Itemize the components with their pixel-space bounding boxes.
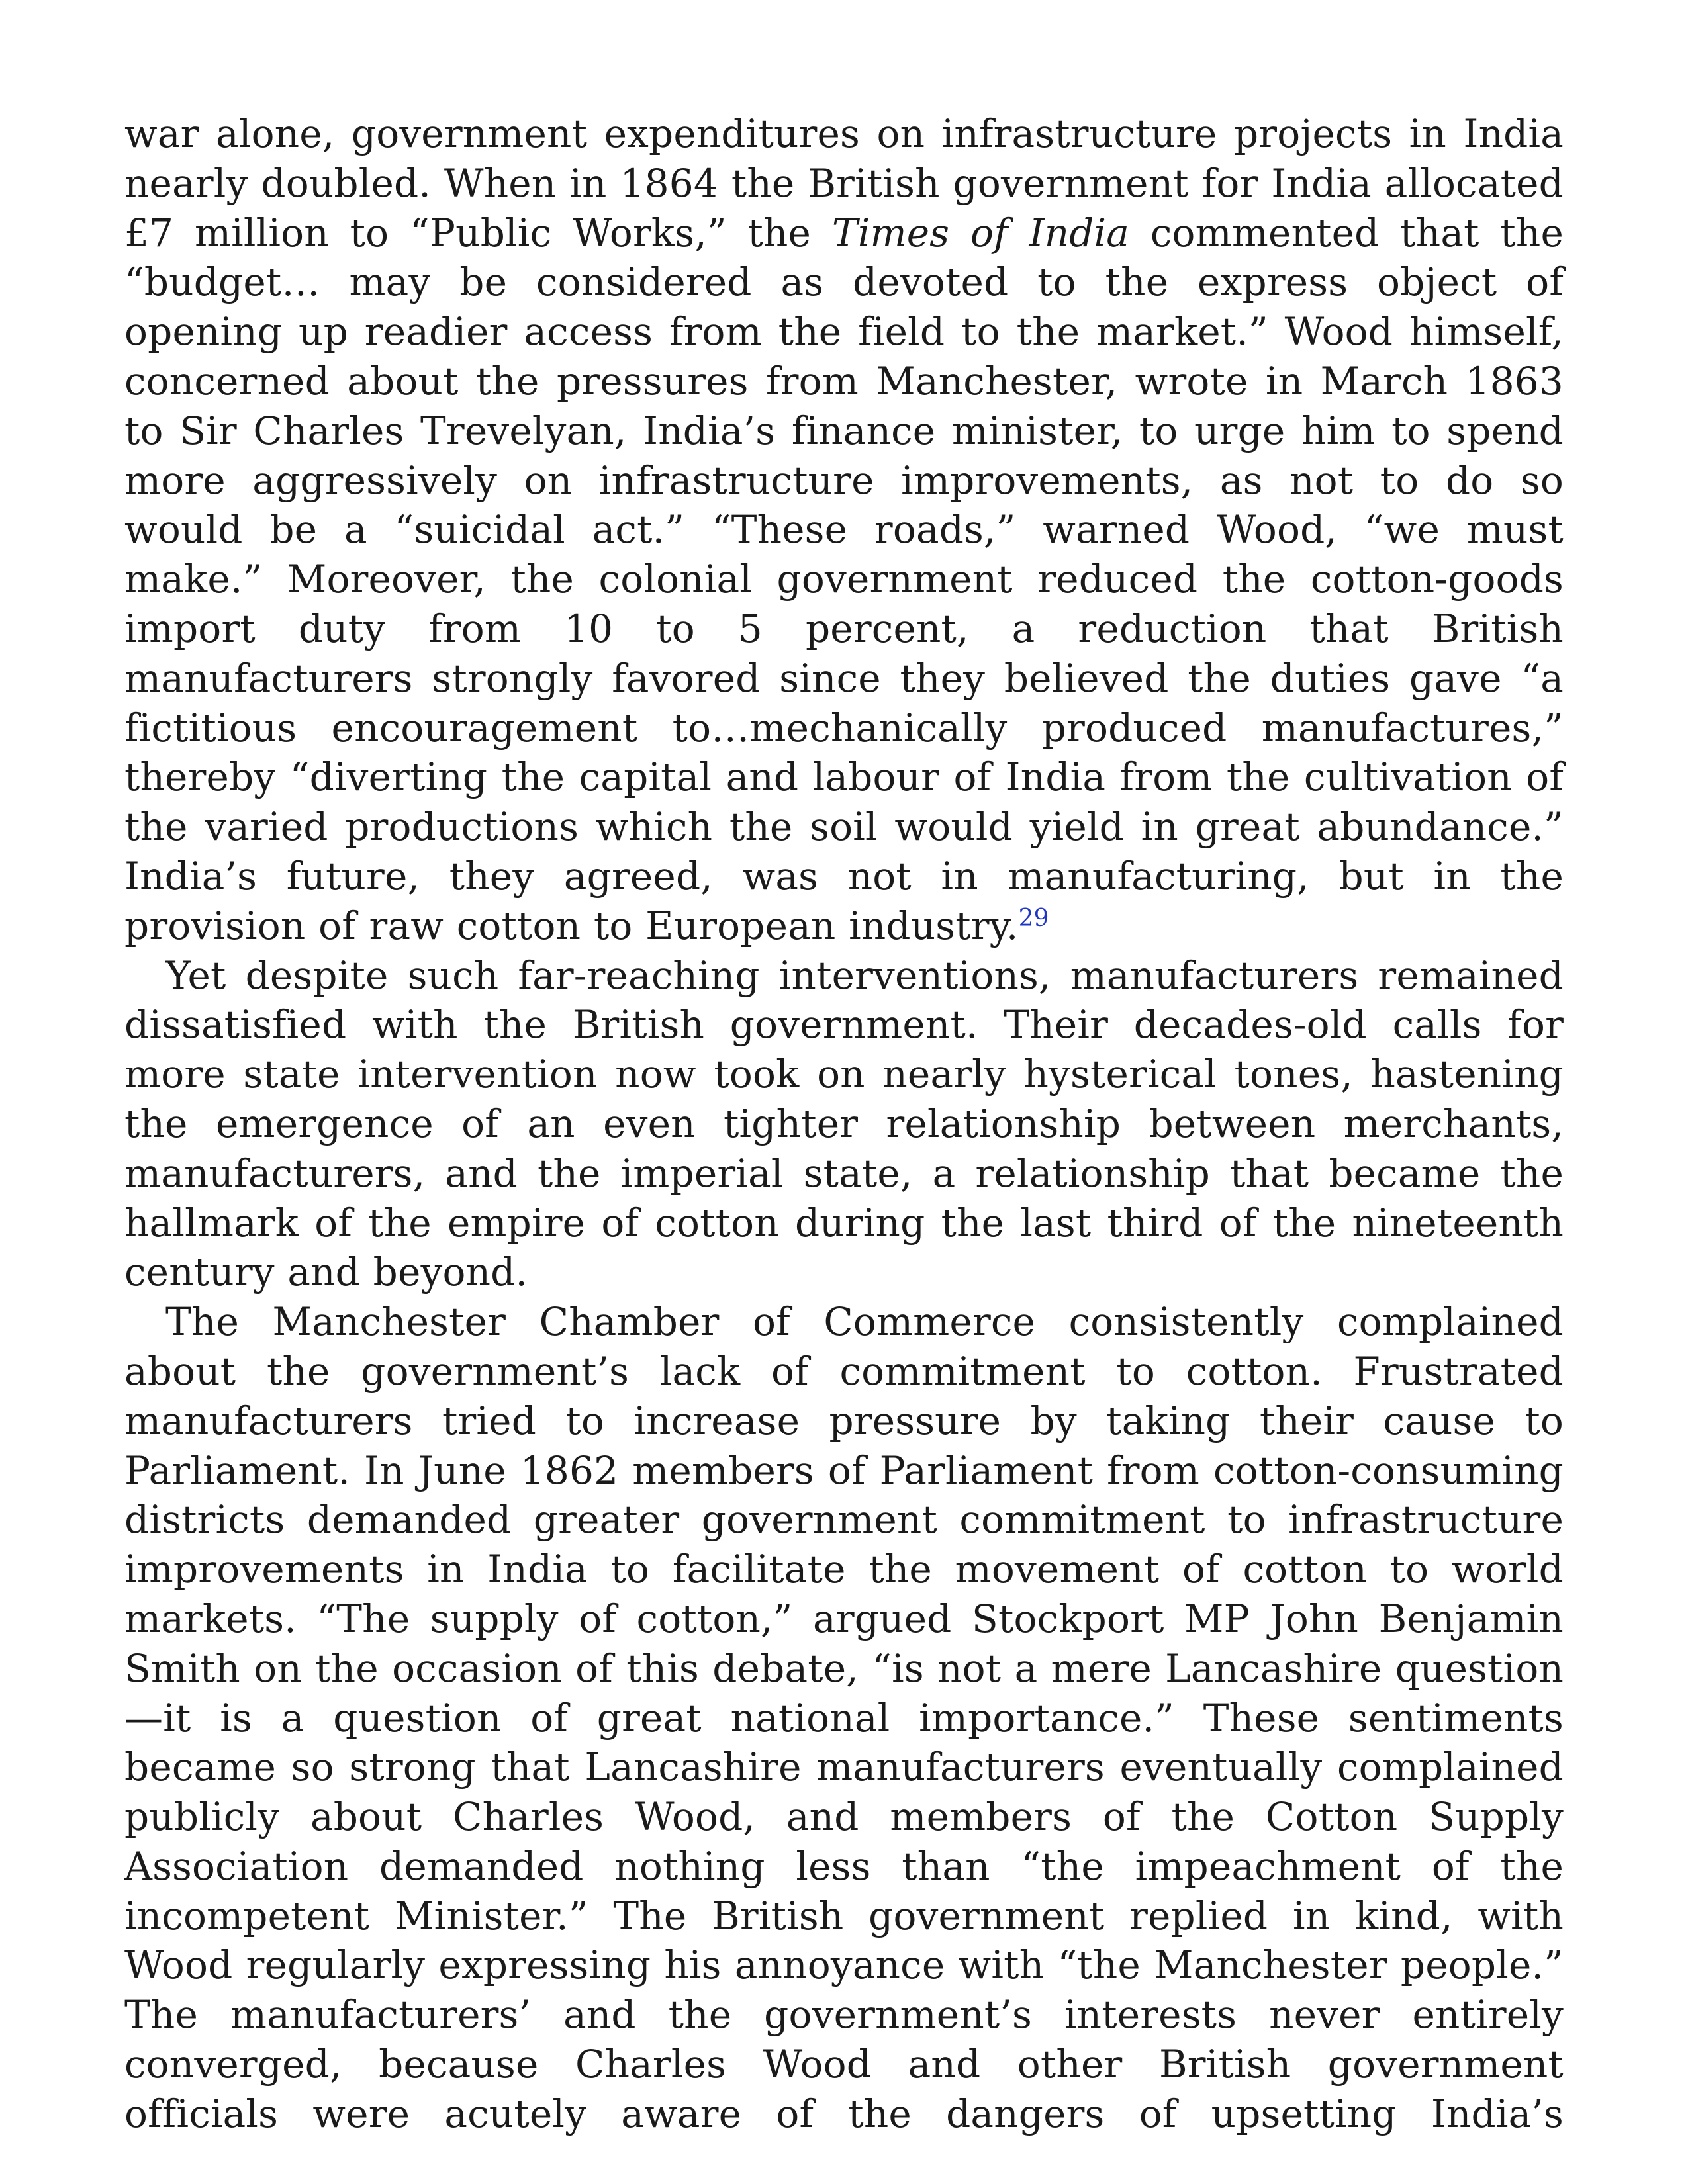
- paragraph-1-text-a: war alone, government expenditures on infrastructure projects in India nearly doubled. When in 1864 the British government for India allocated £7 million to “Public Works,” the: [124, 111, 1564, 255]
- publication-title: Times of India: [831, 210, 1130, 255]
- paragraph-2: Yet despite such far-reaching interventions, manufacturers remained dissatisfied with the British government. Their decades-old calls for more state intervention now took on nearly hysterical tones, hastening the emergence of an even tighter relationship between merchants, manufacturers, and the imperial state, a relationship that became the hallmark of the empire of cotton during the last third of the nineteenth century and beyond.: [124, 952, 1564, 1295]
- page-body: [124, 109, 1564, 2139]
- paragraph-1: [124, 109, 1564, 951]
- footnote-reference-29[interactable]: 29: [1018, 904, 1049, 932]
- paragraph-3: The Manchester Chamber of Commerce consistently complained about the government’s lack of commitment to cotton. Frustrated manufacturers tried to increase pressure by taking their cause to Parliament. In June 1862 members of Parliament from cotton-consuming districts demanded greater government commitment to infrastructure improvements in India to facilitate the movement of cotton to world markets. “The supply of cotton,” argued Stockport MP John Benjamin Smith on the occasion of this debate, “is not a mere Lancashire question—it is a question of great national importance.” These sentiments became so strong that Lancashire manufacturers eventually complained publicly about Charles Wood, and members of the Cotton Supply Association demanded nothing less than “the impeachment of the incompetent Minister.” The British government replied in kind, with Wood regularly expressing his annoyance with “the Manchester people.” The manufacturers’ and the government’s interests never entirely converged, because Charles Wood and other British government officials were acutely aware of the dangers of upsetting India’s: [124, 1299, 1564, 2136]
- paragraph-1-text-b: commented that the “budget… may be considered as devoted to the express object of opening up readier access from the field to the market.” Wood himself, concerned about the pressures from Manchester, wrote in March 1863 to Sir Charles Trevelyan, India’s finance minister, to urge him to spend more aggressively on infrastructure improvements, as not to do so would be a “suicidal act.” “These roads,” warned Wood, “we must make.” Moreover, the colonial government reduced the cotton-goods import duty from 10 to 5 percent, a reduction that British manufacturers strongly favored since they believed the duties gave “a fictitious encouragement to…mechanically produced manufactures,” thereby “diverting the capital and labour of India from the cultivation of the varied productions which the soil would yield in great abundance.” India’s future, they agreed, was not in manufacturing, but in the provision of raw cotton to European industry.: [124, 210, 1564, 948]
